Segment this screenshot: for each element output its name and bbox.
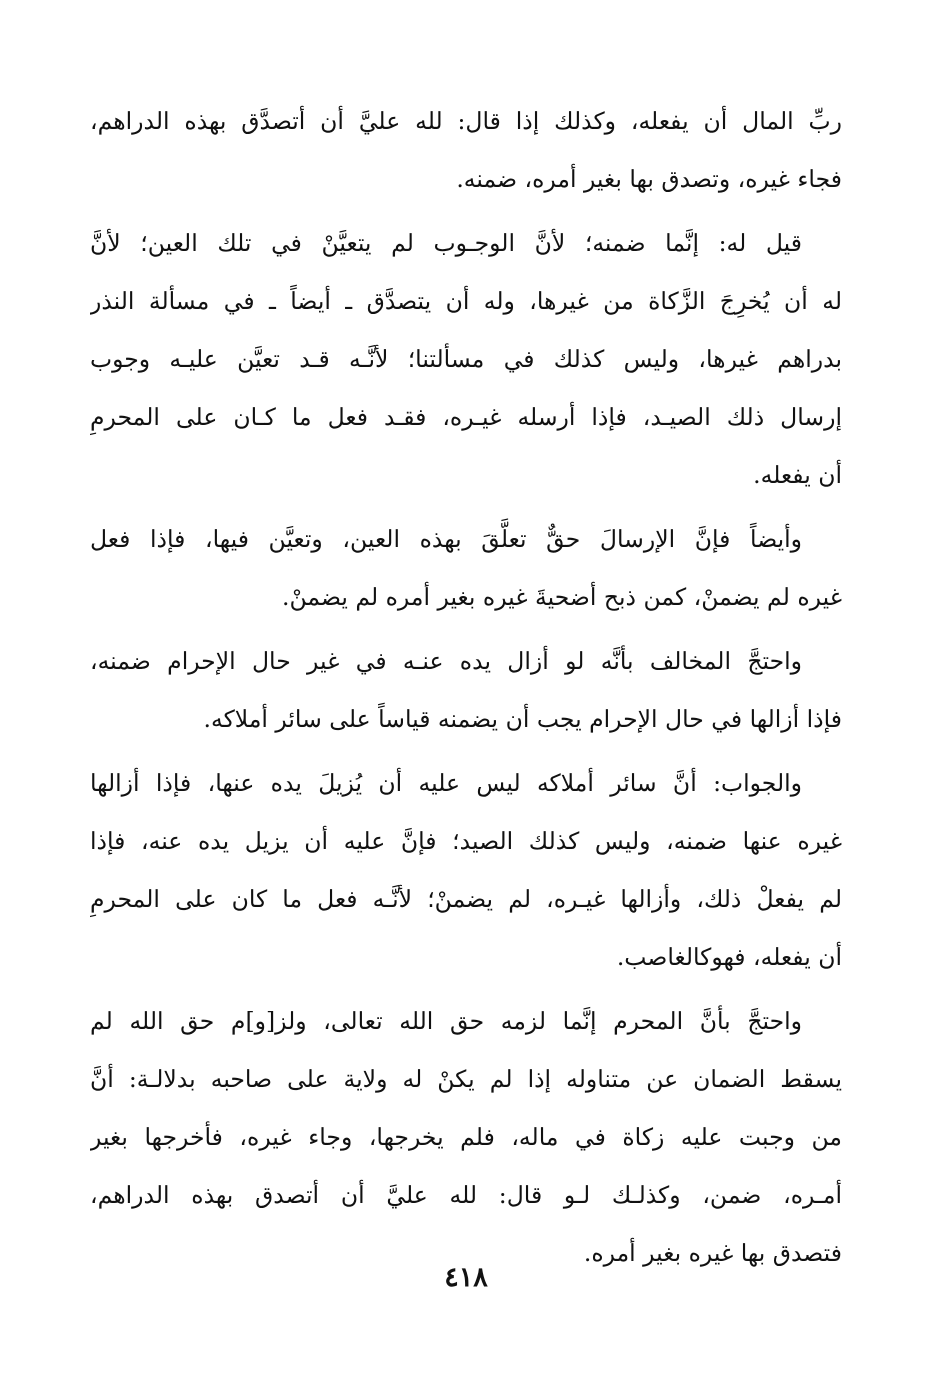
paragraph-5 — [90, 754, 842, 986]
paragraph-2 — [90, 214, 842, 504]
text-line: يسقط الضمان عن متناوله إذا لم يكنْ له ولاية على صاحبه بدلالـة: أنَّ — [90, 1065, 842, 1093]
page-number: ٤١٨ — [444, 1262, 488, 1293]
text-line: أن يفعله. — [753, 461, 842, 489]
paragraph-1 — [90, 92, 842, 208]
text-line: أن يفعله، فهوكالغاصب. — [616, 943, 842, 971]
text-line: واحتجَّ بأنَّ المحرم إنَّما لزمه حق الله تعالى، ولز[و]م حق الله لم — [90, 1007, 802, 1035]
text-line: غيره لم يضمنْ، كمن ذبح أضحيةَ غيره بغير أمره لم يضمنْ. — [282, 583, 842, 611]
text-line: من وجبت عليه زكاة في ماله، فلم يخرجها، وجاء غيره، فأخرجها بغير — [90, 1123, 842, 1151]
paragraph-3 — [90, 510, 842, 626]
text-line: بدراهم غيرها، وليس كذلك في مسألتنا؛ لأنَّـه قـد تعيَّن عليـه وجوب — [90, 345, 842, 373]
text-line: أمـره، ضمن، وكذلـك لـو قال: لله عليَّ أن أتصدق بهذه الدراهم، — [90, 1181, 842, 1209]
text-line: ربِّ المال أن يفعله، وكذلك إذا قال: لله عليَّ أن أتصدَّق بهذه الدراهم، — [90, 107, 842, 135]
text-line: إرسال ذلك الصيـد، فإذا أرسله غيـره، فقـد فعل ما كـان على المحرمِ — [90, 403, 842, 431]
text-line: لم يفعلْ ذلك، وأزالها غيـره، لم يضمنْ؛ لأنَّـه فعل ما كان على المحرمِ — [90, 885, 842, 913]
text-line: والجواب: أنَّ سائر أملاكه ليس عليه أن يُزيلَ يده عنها، فإذا أزالها — [90, 769, 802, 797]
text-line: له أن يُخرِجَ الزَّكاة من غيرها، وله أن يتصدَّق ـ أيضاً ـ في مسألة النذر — [90, 287, 842, 315]
text-line: فجاء غيره، وتصدق بها بغير أمره، ضمنه. — [456, 165, 842, 193]
body-text — [90, 92, 842, 1282]
text-line: فتصدق بها غيره بغير أمره. — [583, 1239, 842, 1267]
paragraph-6 — [90, 992, 842, 1282]
paragraph-4 — [90, 632, 842, 748]
text-line: واحتجَّ المخالف بأنَّه لو أزال يده عنـه في غير حال الإحرام ضمنه، — [90, 647, 802, 675]
text-line: وأيضاً فإنَّ الإرسالَ حقٌّ تعلَّقَ بهذه العين، وتعيَّن فيها، فإذا فعل — [90, 525, 802, 553]
text-line: قيل له: إنَّما ضمنه؛ لأنَّ الوجـوب لم يتعيَّنْ في تلك العين؛ لأنَّ — [90, 229, 802, 257]
text-line: فإذا أزالها في حال الإحرام يجب أن يضمنه قياساً على سائر أملاكه. — [203, 705, 842, 733]
text-line: غيره عنها ضمنه، وليس كذلك الصيد؛ فإنَّ عليه أن يزيل يده عنه، فإذا — [90, 827, 842, 855]
